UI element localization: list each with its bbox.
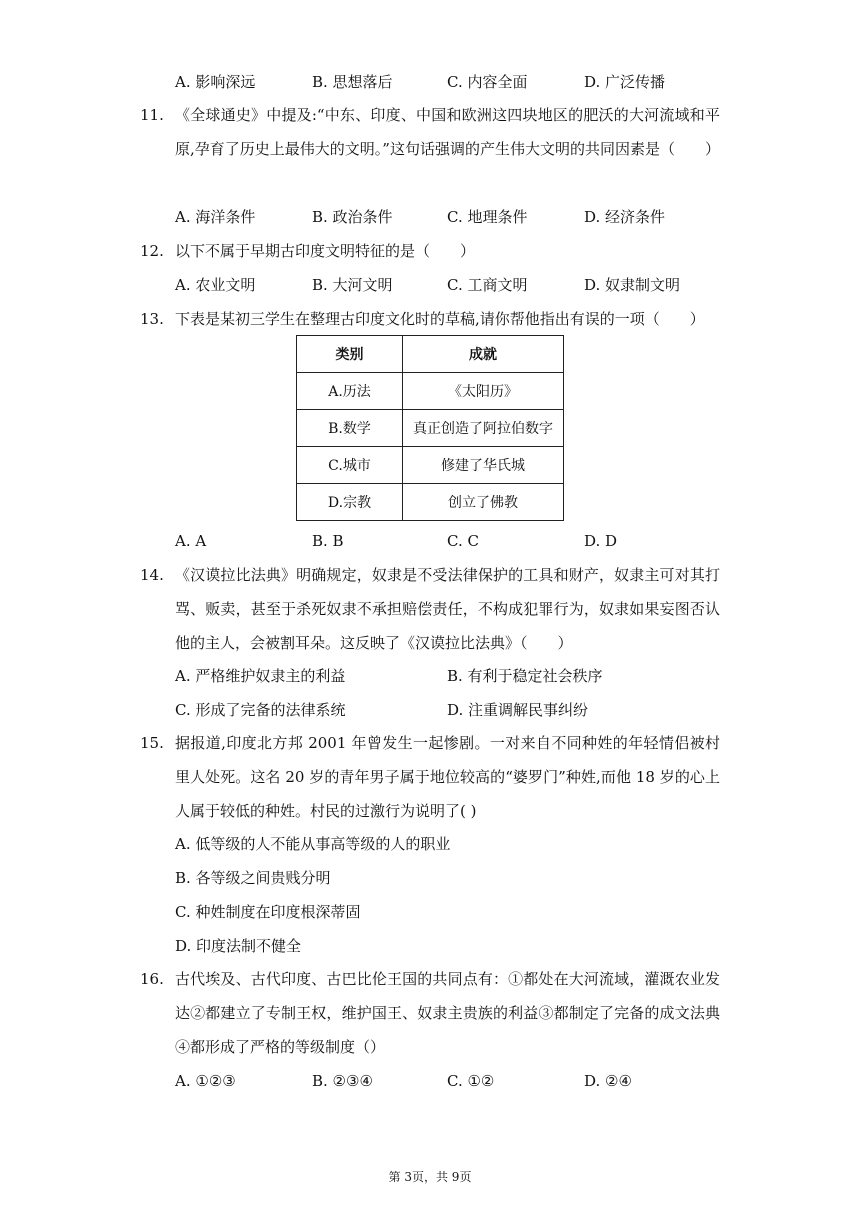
q10-option-c[interactable]: C. 内容全面 [447,73,528,91]
q11-option-b[interactable]: B. 政治条件 [312,208,393,226]
question-number: 15. [140,734,164,752]
question-11 [140,98,720,166]
q15-option-c[interactable]: C. 种姓制度在印度根深蒂固 [175,903,361,921]
question-12 [140,234,720,268]
q13-option-c[interactable]: C. C [447,532,479,550]
q15-option-a[interactable]: A. 低等级的人不能从事高等级的人的职业 [175,835,451,853]
q15-option-d[interactable]: D. 印度法制不健全 [175,937,302,955]
table-row [297,447,564,484]
q12-option-a[interactable]: A. 农业文明 [175,276,256,294]
q16-option-b[interactable]: B. ②③④ [312,1072,373,1090]
table-row [297,484,564,521]
q11-option-d[interactable]: D. 经济条件 [584,208,666,226]
table-cell: 修建了华氏城 [403,447,564,484]
q13-options [175,529,775,553]
table-header-achievement: 成就 [403,336,564,373]
q11-option-a[interactable]: A. 海洋条件 [175,208,256,226]
question-14 [140,558,720,660]
q10-option-d[interactable]: D. 广泛传播 [584,73,666,91]
question-text: 《汉谟拉比法典》明确规定，奴隶是不受法律保护的工具和财产，奴隶主可对其打骂、贩卖，甚至于杀死奴隶不承担赔偿责任，不构成犯罪行为，奴隶如果妄图否认他的主人，会被割耳朵。这反映了《汉谟拉比法典》（ ） [175,566,720,652]
q13-option-d[interactable]: D. D [584,532,618,550]
question-number: 12. [140,242,164,260]
table-header-row [297,336,564,373]
q16-options [175,1069,775,1093]
question-number: 14. [140,566,164,584]
question-15 [140,726,720,828]
q14-options-row-2 [175,698,775,722]
page-footer: 第 3页，共 9页 [388,1170,472,1184]
q14-option-d[interactable]: D. 注重调解民事纠纷 [447,701,589,719]
question-number: 16. [140,970,164,988]
question-text: 以下不属于早期古印度文明特征的是（ ） [175,242,476,260]
q14-option-a[interactable]: A. 严格维护奴隶主的利益 [175,667,346,685]
q13-option-a[interactable]: A. A [175,532,207,550]
q10-option-a[interactable]: A. 影响深远 [175,73,256,91]
q15-option-b[interactable]: B. 各等级之间贵贱分明 [175,869,331,887]
question-text: 据报道,印度北方邦 2001 年曾发生一起惨剧。一对来自不同种姓的年轻情侣被村里人处死。这名 20 岁的青年男子属于地位较高的“婆罗门”种姓,而他 18 岁的心上人属于较低的种姓。村民的过激行为说明了( ) [175,734,720,820]
table-cell: 《太阳历》 [403,373,564,410]
q16-option-d[interactable]: D. ②④ [584,1072,632,1090]
question-text: 下表是某初三学生在整理古印度文化时的草稿,请你帮他指出有误的一项（ ） [175,310,705,328]
q10-option-b[interactable]: B. 思想落后 [312,73,393,91]
q12-option-c[interactable]: C. 工商文明 [447,276,528,294]
q12-option-b[interactable]: B. 大河文明 [312,276,393,294]
table-cell: 真正创造了阿拉伯数字 [403,410,564,447]
table-cell: B.数学 [297,410,403,447]
table-cell: C.城市 [297,447,403,484]
question-text: 古代埃及、古代印度、古巴比伦王国的共同点有：①都处在大河流域，灌溉农业发达②都建立了专制王权，维护国王、奴隶主贵族的利益③都制定了完备的成文法典④都形成了严格的等级制度（） [175,970,720,1056]
question-16 [140,962,720,1064]
q16-option-a[interactable]: A. ①②③ [175,1072,236,1090]
table-cell: A.历法 [297,373,403,410]
q10-options [175,70,775,94]
question-13 [140,302,720,336]
question-text: 《全球通史》中提及:“中东、印度、中国和欧洲这四块地区的肥沃的大河流域和平原,孕育了历史上最伟大的文明。”这句话强调的产生伟大文明的共同因素是（ ） [175,106,720,158]
q11-option-c[interactable]: C. 地理条件 [447,208,528,226]
question-number: 13. [140,310,164,328]
q14-option-c[interactable]: C. 形成了完备的法律系统 [175,701,346,719]
q16-option-c[interactable]: C. ①② [447,1072,495,1090]
table-cell: 创立了佛教 [403,484,564,521]
q14-options-row-1 [175,664,775,688]
q11-options [175,205,775,229]
q12-options [175,273,775,297]
q13-option-b[interactable]: B. B [312,532,344,550]
table-cell: D.宗教 [297,484,403,521]
table-row [297,373,564,410]
table-row [297,410,564,447]
table-header-category: 类别 [297,336,403,373]
q14-option-b[interactable]: B. 有利于稳定社会秩序 [447,667,603,685]
question-number: 11. [140,106,164,124]
achievements-table [296,335,564,521]
q12-option-d[interactable]: D. 奴隶制文明 [584,276,681,294]
